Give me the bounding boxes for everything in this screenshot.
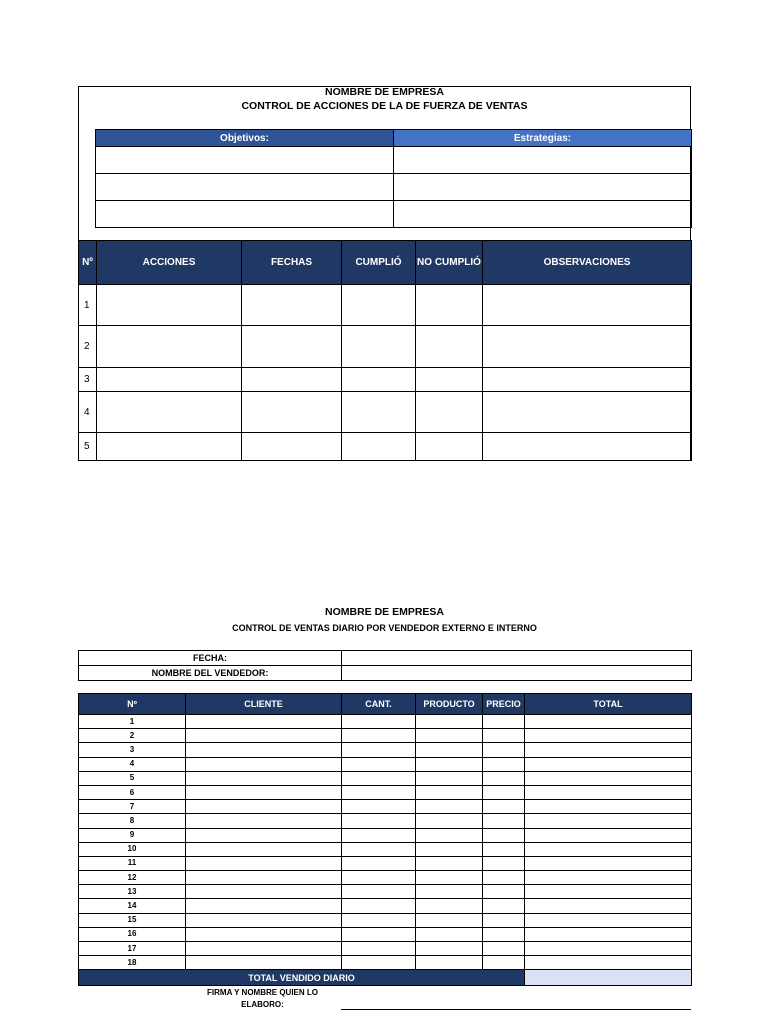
- cliente-cell[interactable]: [186, 715, 342, 729]
- objective-cell-2[interactable]: [96, 174, 394, 201]
- fecha-label: FECHA:: [79, 651, 342, 666]
- producto-cell[interactable]: [416, 871, 483, 885]
- cant-cell[interactable]: [342, 828, 416, 842]
- producto-cell[interactable]: [416, 814, 483, 828]
- sales-row: [79, 785, 692, 799]
- sales-row-number: 1: [79, 715, 186, 729]
- total-cell[interactable]: [525, 927, 692, 941]
- sales-table-body: [79, 715, 692, 986]
- cant-cell[interactable]: [342, 856, 416, 870]
- producto-cell[interactable]: [416, 842, 483, 856]
- precio-cell[interactable]: [483, 743, 525, 757]
- sales-col-cant: CANT.: [342, 694, 416, 715]
- producto-cell[interactable]: [416, 899, 483, 913]
- total-cell[interactable]: [525, 743, 692, 757]
- total-cell[interactable]: [525, 814, 692, 828]
- cant-cell[interactable]: [342, 785, 416, 799]
- sales-row-number: 12: [79, 871, 186, 885]
- total-cell[interactable]: [525, 800, 692, 814]
- precio-cell[interactable]: [483, 856, 525, 870]
- producto-cell[interactable]: [416, 913, 483, 927]
- objective-cell-1[interactable]: [96, 147, 394, 174]
- fechas-cell[interactable]: [242, 368, 342, 392]
- total-cell[interactable]: [525, 942, 692, 956]
- sales-row: [79, 828, 692, 842]
- total-cell[interactable]: [525, 828, 692, 842]
- precio-cell[interactable]: [483, 899, 525, 913]
- precio-cell[interactable]: [483, 757, 525, 771]
- producto-cell[interactable]: [416, 785, 483, 799]
- sales-row-number: 3: [79, 743, 186, 757]
- vendedor-label: NOMBRE DEL VENDEDOR:: [79, 666, 342, 681]
- sales-row: [79, 885, 692, 899]
- actions-col-observaciones: OBSERVACIONES: [483, 241, 692, 285]
- total-cell[interactable]: [525, 842, 692, 856]
- cumplio-cell[interactable]: [342, 368, 416, 392]
- precio-cell[interactable]: [483, 956, 525, 970]
- sales-row-number: 15: [79, 913, 186, 927]
- no-cumplio-cell[interactable]: [416, 392, 483, 433]
- cant-cell[interactable]: [342, 899, 416, 913]
- cliente-cell[interactable]: [186, 757, 342, 771]
- sales-meta-table: [78, 650, 692, 681]
- no-cumplio-cell[interactable]: [416, 368, 483, 392]
- actions-col-fechas: FECHAS: [242, 241, 342, 285]
- cliente-cell[interactable]: [186, 842, 342, 856]
- sales-row: [79, 814, 692, 828]
- actions-row-number: 3: [79, 368, 97, 392]
- cant-cell[interactable]: [342, 800, 416, 814]
- form1-company-name: NOMBRE DE EMPRESA: [324, 86, 444, 98]
- sales-row-number: 11: [79, 856, 186, 870]
- sales-row-number: 2: [79, 729, 186, 743]
- sales-row-number: 9: [79, 828, 186, 842]
- precio-cell[interactable]: [483, 785, 525, 799]
- cliente-cell[interactable]: [186, 785, 342, 799]
- total-vendido-value[interactable]: [525, 970, 692, 986]
- precio-cell[interactable]: [483, 942, 525, 956]
- actions-row: [79, 392, 692, 433]
- cant-cell[interactable]: [342, 956, 416, 970]
- actions-col-cumplio: CUMPLIÓ: [342, 241, 416, 285]
- producto-cell[interactable]: [416, 715, 483, 729]
- cant-cell[interactable]: [342, 814, 416, 828]
- observaciones-cell[interactable]: [483, 285, 692, 326]
- producto-cell[interactable]: [416, 828, 483, 842]
- acciones-cell[interactable]: [97, 433, 242, 461]
- precio-cell[interactable]: [483, 871, 525, 885]
- vendedor-field[interactable]: [342, 666, 692, 681]
- strategies-header: Estrategias:: [394, 130, 692, 147]
- sales-row-number: 18: [79, 956, 186, 970]
- actions-row: [79, 285, 692, 326]
- total-cell[interactable]: [525, 899, 692, 913]
- signature-line[interactable]: [341, 1009, 691, 1010]
- sales-row: [79, 856, 692, 870]
- cumplio-cell[interactable]: [342, 326, 416, 368]
- fechas-cell[interactable]: [242, 285, 342, 326]
- precio-cell[interactable]: [483, 814, 525, 828]
- acciones-cell[interactable]: [97, 368, 242, 392]
- total-cell[interactable]: [525, 757, 692, 771]
- actions-row: [79, 433, 692, 461]
- producto-cell[interactable]: [416, 757, 483, 771]
- fechas-cell[interactable]: [242, 392, 342, 433]
- actions-row: [79, 368, 692, 392]
- precio-cell[interactable]: [483, 842, 525, 856]
- observaciones-cell[interactable]: [483, 433, 692, 461]
- actions-col-acciones: ACCIONES: [97, 241, 242, 285]
- cliente-cell[interactable]: [186, 913, 342, 927]
- cant-cell[interactable]: [342, 771, 416, 785]
- cant-cell[interactable]: [342, 743, 416, 757]
- actions-table: [78, 240, 692, 461]
- sales-row: [79, 743, 692, 757]
- total-cell[interactable]: [525, 871, 692, 885]
- sales-row: [79, 729, 692, 743]
- form1-title: CONTROL DE ACCIONES DE LA DE FUERZA DE VENTAS: [241, 100, 528, 112]
- precio-cell[interactable]: [483, 800, 525, 814]
- cliente-cell[interactable]: [186, 885, 342, 899]
- actions-col-num: Nº: [79, 241, 97, 285]
- daily-sales-table: [78, 693, 692, 986]
- form2-company-name: NOMBRE DE EMPRESA: [324, 606, 444, 618]
- producto-cell[interactable]: [416, 927, 483, 941]
- cumplio-cell[interactable]: [342, 392, 416, 433]
- cliente-cell[interactable]: [186, 743, 342, 757]
- sales-row-number: 16: [79, 927, 186, 941]
- cumplio-cell[interactable]: [342, 285, 416, 326]
- producto-cell[interactable]: [416, 771, 483, 785]
- cliente-cell[interactable]: [186, 828, 342, 842]
- sales-row: [79, 757, 692, 771]
- acciones-cell[interactable]: [97, 326, 242, 368]
- observaciones-cell[interactable]: [483, 392, 692, 433]
- sales-col-total: TOTAL: [525, 694, 692, 715]
- total-cell[interactable]: [525, 771, 692, 785]
- sales-row: [79, 715, 692, 729]
- sales-row-number: 7: [79, 800, 186, 814]
- total-cell[interactable]: [525, 956, 692, 970]
- sales-row-number: 4: [79, 757, 186, 771]
- producto-cell[interactable]: [416, 885, 483, 899]
- objectives-strategies-table: [95, 129, 692, 228]
- actions-col-no-cumplio: NO CUMPLIÓ: [416, 241, 483, 285]
- producto-cell[interactable]: [416, 956, 483, 970]
- precio-cell[interactable]: [483, 828, 525, 842]
- actions-row-number: 5: [79, 433, 97, 461]
- no-cumplio-cell[interactable]: [416, 326, 483, 368]
- observaciones-cell[interactable]: [483, 326, 692, 368]
- total-cell[interactable]: [525, 729, 692, 743]
- sales-row-number: 5: [79, 771, 186, 785]
- sales-row: [79, 800, 692, 814]
- sales-row: [79, 942, 692, 956]
- actions-row: [79, 326, 692, 368]
- cliente-cell[interactable]: [186, 956, 342, 970]
- cliente-cell[interactable]: [186, 856, 342, 870]
- no-cumplio-cell[interactable]: [416, 285, 483, 326]
- cant-cell[interactable]: [342, 942, 416, 956]
- cant-cell[interactable]: [342, 715, 416, 729]
- sales-row: [79, 899, 692, 913]
- total-cell[interactable]: [525, 885, 692, 899]
- acciones-cell[interactable]: [97, 285, 242, 326]
- total-cell[interactable]: [525, 715, 692, 729]
- no-cumplio-cell[interactable]: [416, 433, 483, 461]
- strategy-cell-1[interactable]: [394, 147, 692, 174]
- producto-cell[interactable]: [416, 729, 483, 743]
- precio-cell[interactable]: [483, 927, 525, 941]
- sales-total-row: [79, 970, 692, 986]
- acciones-cell[interactable]: [97, 392, 242, 433]
- sales-col-producto: PRODUCTO: [416, 694, 483, 715]
- total-cell[interactable]: [525, 913, 692, 927]
- producto-cell[interactable]: [416, 942, 483, 956]
- cliente-cell[interactable]: [186, 871, 342, 885]
- cliente-cell[interactable]: [186, 771, 342, 785]
- cliente-cell[interactable]: [186, 927, 342, 941]
- sales-col-precio: PRECIO: [483, 694, 525, 715]
- total-cell[interactable]: [525, 785, 692, 799]
- sales-row: [79, 956, 692, 970]
- precio-cell[interactable]: [483, 913, 525, 927]
- cumplio-cell[interactable]: [342, 433, 416, 461]
- precio-cell[interactable]: [483, 771, 525, 785]
- sales-row-number: 13: [79, 885, 186, 899]
- cant-cell[interactable]: [342, 927, 416, 941]
- producto-cell[interactable]: [416, 800, 483, 814]
- objectives-header: Objetivos:: [96, 130, 394, 147]
- sales-row-number: 6: [79, 785, 186, 799]
- precio-cell[interactable]: [483, 715, 525, 729]
- precio-cell[interactable]: [483, 885, 525, 899]
- producto-cell[interactable]: [416, 856, 483, 870]
- sales-row-number: 17: [79, 942, 186, 956]
- sales-row: [79, 871, 692, 885]
- cliente-cell[interactable]: [186, 942, 342, 956]
- sales-col-cliente: CLIENTE: [186, 694, 342, 715]
- strategy-cell-2[interactable]: [394, 174, 692, 201]
- total-cell[interactable]: [525, 856, 692, 870]
- cliente-cell[interactable]: [186, 814, 342, 828]
- form2-title: CONTROL DE VENTAS DIARIO POR VENDEDOR EXTERNO E INTERNO: [232, 623, 537, 633]
- producto-cell[interactable]: [416, 743, 483, 757]
- cant-cell[interactable]: [342, 913, 416, 927]
- fechas-cell[interactable]: [242, 433, 342, 461]
- cant-cell[interactable]: [342, 757, 416, 771]
- sales-row: [79, 842, 692, 856]
- cant-cell[interactable]: [342, 871, 416, 885]
- cliente-cell[interactable]: [186, 899, 342, 913]
- precio-cell[interactable]: [483, 729, 525, 743]
- sales-row-number: 10: [79, 842, 186, 856]
- total-vendido-label: TOTAL VENDIDO DIARIO: [79, 970, 525, 986]
- sales-row: [79, 927, 692, 941]
- actions-row-number: 4: [79, 392, 97, 433]
- sales-row: [79, 913, 692, 927]
- cant-cell[interactable]: [342, 885, 416, 899]
- actions-row-number: 1: [79, 285, 97, 326]
- cliente-cell[interactable]: [186, 729, 342, 743]
- sales-row: [79, 771, 692, 785]
- sales-row-number: 8: [79, 814, 186, 828]
- fechas-cell[interactable]: [242, 326, 342, 368]
- actions-row-number: 2: [79, 326, 97, 368]
- sales-col-num: Nº: [79, 694, 186, 715]
- cant-cell[interactable]: [342, 842, 416, 856]
- strategy-cell-3[interactable]: [394, 201, 692, 228]
- cant-cell[interactable]: [342, 729, 416, 743]
- fecha-field[interactable]: [342, 651, 692, 666]
- cliente-cell[interactable]: [186, 800, 342, 814]
- sales-row-number: 14: [79, 899, 186, 913]
- objective-cell-3[interactable]: [96, 201, 394, 228]
- observaciones-cell[interactable]: [483, 368, 692, 392]
- signature-label: FIRMA Y NOMBRE QUIEN LO ELABORO:: [207, 988, 318, 1009]
